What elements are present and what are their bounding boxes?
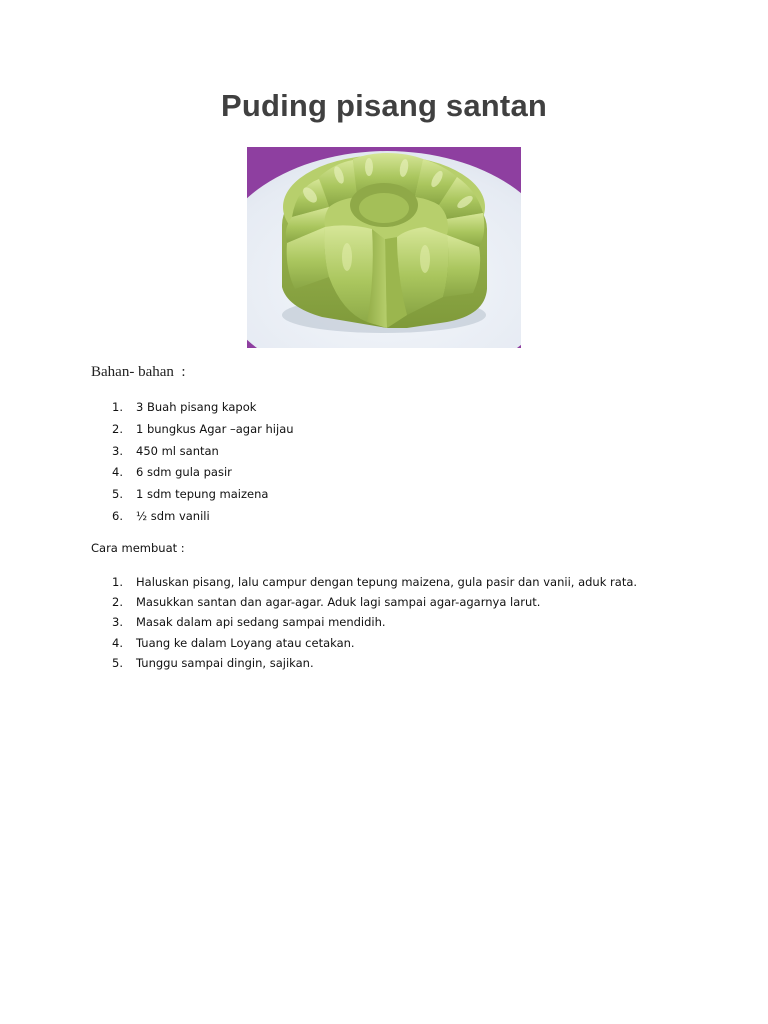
list-text: Tunggu sampai dingin, sajikan.	[136, 655, 314, 670]
list-text: ½ sdm vanili	[136, 508, 210, 523]
list-number: 4.	[112, 465, 123, 480]
list-item	[112, 574, 637, 594]
list-text: 3 Buah pisang kapok	[136, 400, 257, 414]
list-text: 1 bungkus Agar –agar hijau	[136, 421, 294, 436]
list-item	[112, 464, 294, 486]
list-item	[112, 399, 294, 421]
list-item	[112, 421, 294, 443]
list-text: 450 ml santan	[136, 443, 219, 458]
list-text: Masukkan santan dan agar-agar. Aduk lagi sampai agar-agarnya larut.	[136, 595, 541, 610]
ingredients-heading: Bahan- bahan :	[91, 364, 186, 380]
list-item	[112, 635, 637, 655]
list-text: 1 sdm tepung maizena	[136, 487, 269, 502]
ingredients-list	[112, 399, 294, 530]
list-item	[112, 614, 637, 634]
list-number: 2.	[112, 595, 123, 610]
list-item	[112, 486, 294, 508]
list-item	[112, 655, 637, 675]
list-number: 3.	[112, 443, 123, 458]
list-number: 2.	[112, 421, 123, 436]
list-text: Haluskan pisang, lalu campur dengan tepung maizena, gula pasir dan vanii, aduk rata.	[136, 575, 638, 589]
list-text: Tuang ke dalam Loyang atau cetakan.	[136, 635, 355, 650]
steps-list	[112, 574, 637, 675]
list-number: 5.	[112, 487, 123, 502]
list-number: 3.	[112, 615, 123, 630]
list-item	[112, 508, 294, 530]
pudding-photo	[247, 147, 521, 348]
list-text: 6 sdm gula pasir	[136, 465, 232, 480]
list-number: 1.	[112, 575, 123, 589]
list-number: 6.	[112, 508, 123, 523]
list-item	[112, 443, 294, 465]
page-title: Puding pisang santan	[220, 88, 548, 123]
list-number: 4.	[112, 635, 123, 650]
list-text: Masak dalam api sedang sampai mendidih.	[136, 615, 386, 630]
steps-heading: Cara membuat :	[91, 541, 185, 555]
list-number: 5.	[112, 655, 123, 670]
list-number: 1.	[112, 400, 123, 414]
list-item	[112, 594, 637, 614]
